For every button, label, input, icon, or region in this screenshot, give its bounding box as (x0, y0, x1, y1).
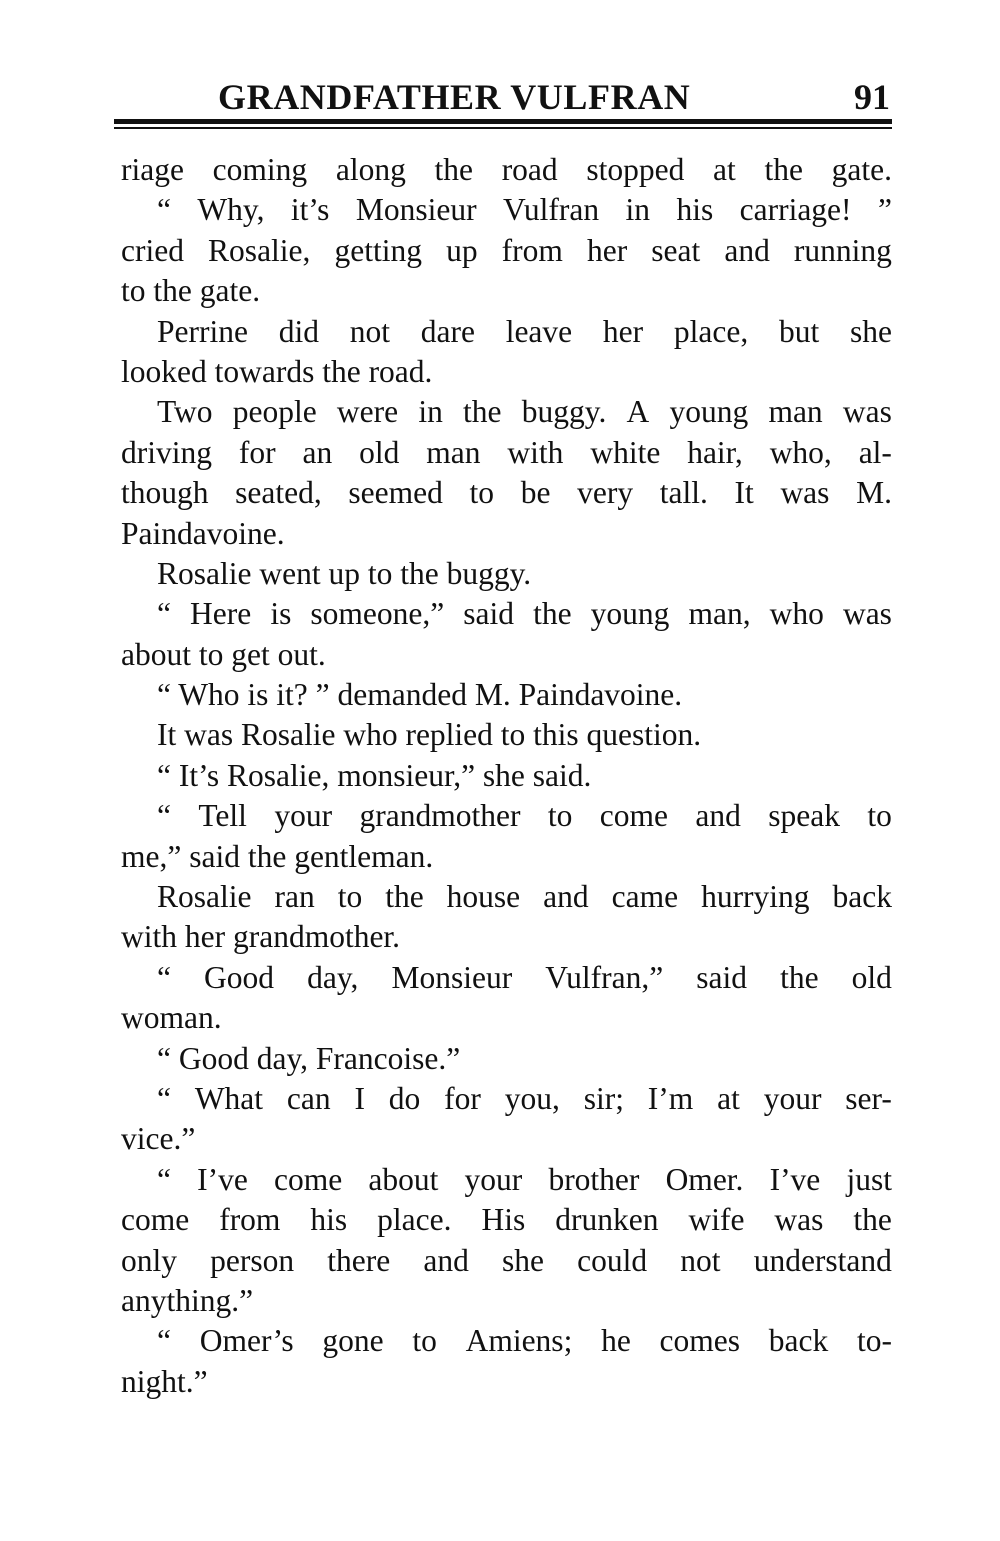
word: “ (157, 1323, 171, 1359)
word: I’ve (197, 1161, 248, 1197)
word: Omer’s (199, 1323, 294, 1359)
word: Two (157, 394, 213, 430)
page-number: 91 (854, 77, 890, 117)
word: could (577, 1242, 648, 1278)
word: day, (307, 959, 359, 995)
text-line: anything.” (121, 1282, 254, 1318)
word: but (778, 313, 820, 349)
text-line: woman. (121, 1000, 222, 1036)
word: drunken (555, 1202, 659, 1238)
word: stopped (586, 152, 685, 187)
word: “ (157, 1080, 171, 1116)
word: coming (212, 152, 308, 187)
text-line: looked towards the road. (121, 353, 433, 389)
word: speak (768, 798, 841, 834)
word: wife (688, 1202, 745, 1238)
word: your (763, 1080, 822, 1116)
word: white (590, 434, 661, 470)
word: to (337, 879, 363, 915)
word: his (310, 1202, 348, 1238)
word: your (274, 798, 333, 834)
text-line: Rosalie went up to the buggy. (157, 555, 532, 591)
word: riage (121, 152, 184, 187)
word: old (359, 434, 400, 470)
word: gone (322, 1323, 384, 1359)
page-header (120, 72, 892, 116)
word: place. (377, 1202, 452, 1238)
word: gate. (831, 152, 892, 187)
word: I (354, 1080, 365, 1116)
word: who, (769, 434, 832, 470)
word: for (238, 434, 276, 470)
word: who (769, 596, 824, 632)
word: for (444, 1080, 481, 1116)
text-line: night.” (121, 1363, 208, 1399)
word: brother (548, 1161, 640, 1197)
word: seat (651, 232, 701, 268)
word: “ (157, 959, 171, 995)
text-line (121, 190, 892, 230)
word: was (842, 394, 892, 430)
word: It (734, 475, 754, 511)
word: from (501, 232, 563, 268)
word: and (724, 232, 770, 268)
word: was (780, 475, 830, 511)
word: getting (334, 232, 422, 268)
word: the (764, 152, 803, 187)
word: old (851, 959, 892, 995)
word: and (423, 1242, 469, 1278)
word: “ (157, 596, 171, 632)
word: man, (688, 596, 751, 632)
text-line (121, 796, 892, 836)
word: leave (505, 313, 573, 349)
body-text (121, 150, 892, 1402)
text-line: vice.” (121, 1121, 196, 1157)
word: it’s (290, 192, 330, 228)
text-line (121, 473, 892, 513)
text-line (121, 433, 892, 473)
word: the (533, 596, 572, 632)
word: in (418, 394, 443, 430)
word: was (842, 596, 892, 632)
word: back (768, 1323, 829, 1359)
word: Here (190, 596, 252, 632)
word: was (774, 1202, 824, 1238)
word: were (336, 394, 399, 430)
word: cried (121, 232, 184, 268)
word: an (302, 434, 333, 470)
word: with (507, 434, 564, 470)
header-rule (114, 119, 892, 130)
text-line (121, 594, 892, 634)
word: she (502, 1242, 545, 1278)
word: just (846, 1161, 892, 1197)
word: back (832, 879, 892, 915)
word: Rosalie (157, 879, 252, 915)
word: there (327, 1242, 391, 1278)
word: M. (856, 475, 892, 511)
word: grandmother (359, 798, 521, 834)
word: about (368, 1161, 439, 1197)
word: comes (659, 1323, 741, 1359)
word: Monsieur (355, 192, 477, 228)
word: the (385, 879, 424, 915)
word: What (194, 1080, 264, 1116)
word: man (426, 434, 481, 470)
word: hair, (687, 434, 743, 470)
word: seated, (235, 475, 322, 511)
word: to (867, 798, 892, 834)
word: buggy. (521, 394, 607, 430)
text-line (121, 1160, 892, 1200)
word: he (601, 1323, 631, 1359)
word: I’m (647, 1080, 694, 1116)
word: road (501, 152, 558, 187)
text-line: Paindavoine. (121, 515, 285, 551)
word: tall. (659, 475, 708, 511)
word: ran (274, 879, 315, 915)
text-line (121, 958, 892, 998)
text-line: with her grandmother. (121, 919, 401, 955)
text-line: about to get out. (121, 636, 326, 672)
text-line (121, 1079, 892, 1119)
word: to- (856, 1323, 892, 1359)
word: is (270, 596, 292, 632)
word: came (611, 879, 679, 915)
text-line (121, 231, 892, 271)
word: said (463, 596, 515, 632)
word: to (547, 798, 573, 834)
word: place, (673, 313, 749, 349)
word: at (717, 1080, 740, 1116)
word: al- (858, 434, 892, 470)
word: “ (157, 798, 171, 834)
running-head: GRANDFATHER VULFRAN (218, 77, 691, 117)
word: come (121, 1202, 190, 1238)
word: Amiens; (465, 1323, 573, 1359)
word: to (412, 1323, 437, 1359)
word: her (602, 313, 644, 349)
text-line: “ Who is it? ” demanded M. Paindavoine. (157, 677, 683, 713)
word: A (626, 394, 650, 430)
word: to (469, 475, 495, 511)
word: Vulfran,” (545, 959, 664, 995)
word: dare (420, 313, 475, 349)
word: Monsieur (391, 959, 513, 995)
header-rule-thin (114, 127, 892, 129)
word: understand (753, 1242, 892, 1278)
text-line (121, 1321, 892, 1361)
word: from (219, 1202, 281, 1238)
word: Good (204, 959, 275, 995)
word: did (278, 313, 319, 349)
word: person (210, 1242, 295, 1278)
word: hurrying (701, 879, 810, 915)
text-line (121, 1241, 892, 1281)
word: not (680, 1242, 721, 1278)
word: and (543, 879, 589, 915)
word: ” (877, 192, 892, 228)
word: in (625, 192, 651, 228)
word: her (586, 232, 628, 268)
text-line (121, 150, 892, 190)
word: Perrine (157, 313, 248, 349)
word: “ (157, 192, 171, 228)
word: and (695, 798, 741, 834)
word: sir; (583, 1080, 624, 1116)
word: come (599, 798, 668, 834)
word: I’ve (769, 1161, 821, 1197)
text-line (121, 392, 892, 432)
word: the (463, 394, 502, 430)
word: house (446, 879, 521, 915)
word: only (121, 1242, 178, 1278)
word: someone,” (310, 596, 445, 632)
text-line (121, 1200, 892, 1240)
word: along (335, 152, 406, 187)
word: said (696, 959, 748, 995)
word: be (520, 475, 551, 511)
word: you, (504, 1080, 560, 1116)
word: very (577, 475, 634, 511)
word: young (590, 596, 670, 632)
word: running (793, 232, 892, 268)
word: “ (157, 1161, 171, 1197)
word: Rosalie, (208, 232, 311, 268)
word: His (481, 1202, 526, 1238)
text-line: to the gate. (121, 273, 261, 309)
word: up (446, 232, 478, 268)
text-line: “ It’s Rosalie, monsieur,” she said. (157, 757, 592, 793)
word: not (349, 313, 390, 349)
word: do (388, 1080, 421, 1116)
text-line: “ Good day, Francoise.” (157, 1040, 461, 1076)
word: the (853, 1202, 892, 1238)
word: Why, (197, 192, 265, 228)
word: your (464, 1161, 523, 1197)
word: the (434, 152, 473, 187)
text-line: me,” said the gentleman. (121, 838, 434, 874)
word: the (780, 959, 819, 995)
word: can (286, 1080, 331, 1116)
text-line (121, 312, 892, 352)
word: his (676, 192, 714, 228)
word: man (768, 394, 823, 430)
word: though (121, 475, 209, 511)
header-rule-thick (114, 119, 892, 124)
word: Omer. (665, 1161, 744, 1197)
word: ser- (845, 1080, 892, 1116)
word: young (669, 394, 749, 430)
word: Tell (198, 798, 247, 834)
text-line: It was Rosalie who replied to this question. (157, 717, 702, 753)
word: she (849, 313, 892, 349)
word: come (274, 1161, 343, 1197)
word: seemed (348, 475, 443, 511)
word: Vulfran (503, 192, 600, 228)
word: carriage! (739, 192, 852, 228)
word: driving (121, 434, 212, 470)
word: people (232, 394, 317, 430)
text-line (121, 877, 892, 917)
word: at (713, 152, 736, 187)
